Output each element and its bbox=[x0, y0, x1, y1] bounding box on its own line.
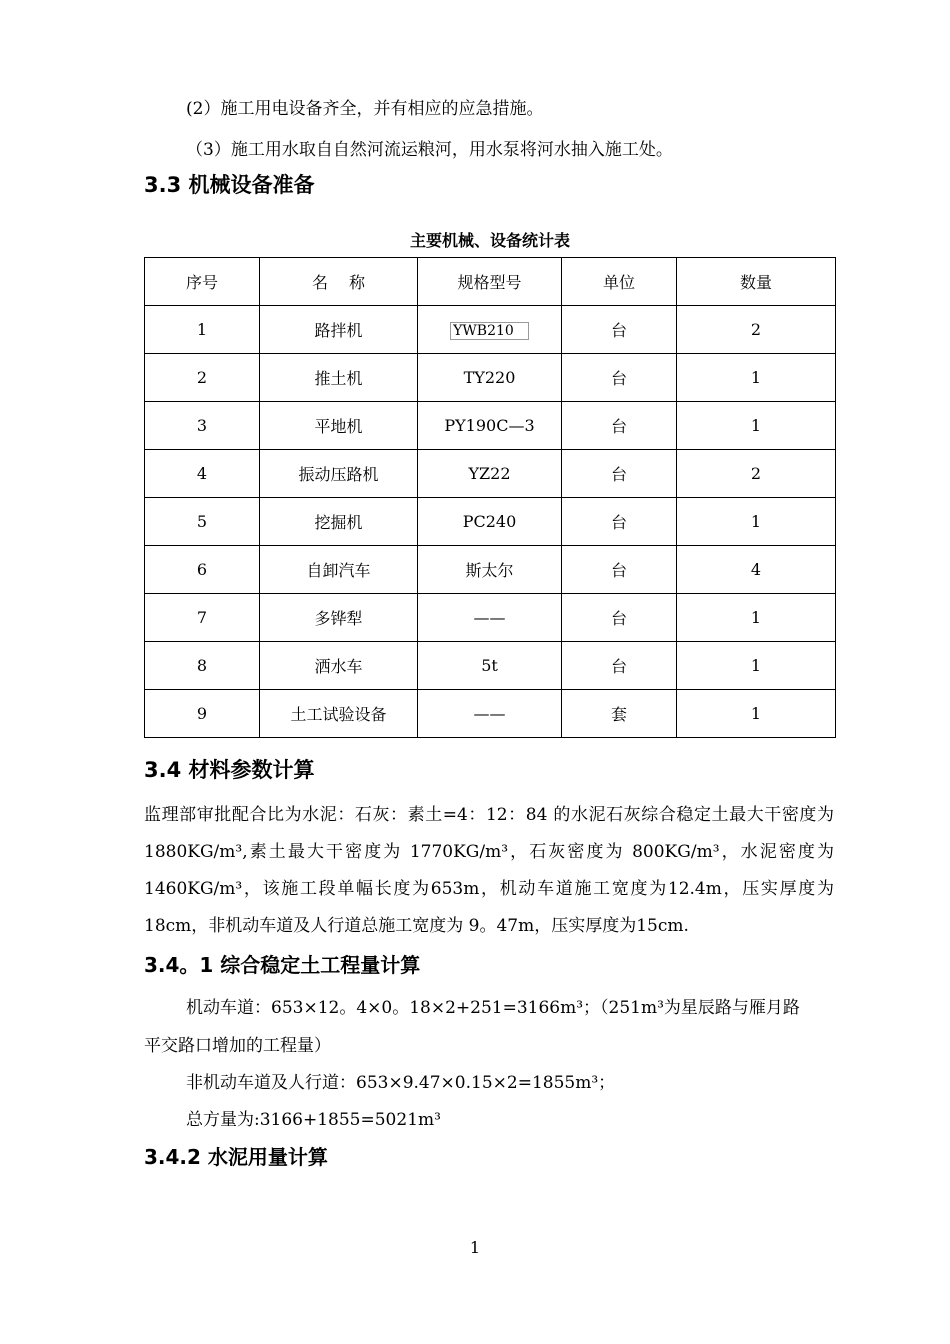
cell-model: 5t bbox=[418, 642, 562, 690]
cell-name: 挖掘机 bbox=[260, 498, 418, 546]
cell-index: 7 bbox=[145, 594, 260, 642]
header-quantity: 数量 bbox=[677, 258, 836, 306]
table-row bbox=[145, 450, 836, 498]
header-name: 名 称 bbox=[260, 258, 418, 306]
header-index: 序号 bbox=[145, 258, 260, 306]
cell-index: 9 bbox=[145, 690, 260, 738]
table-row bbox=[145, 690, 836, 738]
calc-motorway: 机动车道：653×12。4×0。18×2+251=3166m³；（251m³为星辰路与雁月路 bbox=[186, 998, 800, 1018]
calc-motorway-cont: 平交路口增加的工程量） bbox=[144, 1036, 331, 1056]
cell-model: YZ22 bbox=[418, 450, 562, 498]
section-heading-3-3: 3.3 机械设备准备 bbox=[144, 173, 315, 197]
cell-unit: 套 bbox=[562, 690, 677, 738]
cell-model: 斯太尔 bbox=[418, 546, 562, 594]
cell-name: 路拌机 bbox=[260, 306, 418, 354]
cell-name: 振动压路机 bbox=[260, 450, 418, 498]
cell-quantity: 1 bbox=[677, 402, 836, 450]
paragraph-material-params: 监理部审批配合比为水泥：石灰：素土=4：12：84 的水泥石灰综合稳定土最大干密度为 1880KG/m³,素土最大干密度为 1770KG/m³，石灰密度为 800KG/m³，水泥密度为1460KG/m³，该施工段单幅长度为653m，机动车道施工宽度为12.4m，压实厚度为18cm，非机动车道及人行道总施工宽度为 9。47m，压实厚度为15cm. bbox=[144, 805, 834, 936]
section-heading-3-4-1: 3.4。1 综合稳定土工程量计算 bbox=[144, 953, 421, 977]
header-unit: 单位 bbox=[562, 258, 677, 306]
page-number: 1 bbox=[469, 1238, 481, 1257]
model-box: YWB210 bbox=[450, 322, 529, 340]
section-heading-3-4: 3.4 材料参数计算 bbox=[144, 758, 315, 782]
cell-index: 2 bbox=[145, 354, 260, 402]
cell-quantity: 1 bbox=[677, 498, 836, 546]
cell-index: 4 bbox=[145, 450, 260, 498]
table-row bbox=[145, 498, 836, 546]
cell-quantity: 2 bbox=[677, 450, 836, 498]
cell-index: 1 bbox=[145, 306, 260, 354]
cell-index: 8 bbox=[145, 642, 260, 690]
cell-quantity: 1 bbox=[677, 690, 836, 738]
cell-quantity: 1 bbox=[677, 642, 836, 690]
cell-quantity: 1 bbox=[677, 594, 836, 642]
cell-unit: 台 bbox=[562, 306, 677, 354]
cell-name: 多铧犁 bbox=[260, 594, 418, 642]
header-model: 规格型号 bbox=[418, 258, 562, 306]
cell-model bbox=[418, 306, 562, 354]
table-row bbox=[145, 402, 836, 450]
table-row bbox=[145, 306, 836, 354]
cell-name: 洒水车 bbox=[260, 642, 418, 690]
section-heading-3-4-2: 3.4.2 水泥用量计算 bbox=[144, 1145, 328, 1169]
cell-model: —— bbox=[418, 594, 562, 642]
cell-index: 3 bbox=[145, 402, 260, 450]
cell-unit: 台 bbox=[562, 402, 677, 450]
cell-unit: 台 bbox=[562, 498, 677, 546]
table-row bbox=[145, 354, 836, 402]
calc-total: 总方量为:3166+1855=5021m³ bbox=[186, 1110, 441, 1130]
table-caption: 主要机械、设备统计表 bbox=[409, 231, 570, 250]
cell-unit: 台 bbox=[562, 594, 677, 642]
cell-unit: 台 bbox=[562, 546, 677, 594]
cell-model: PY190C—3 bbox=[418, 402, 562, 450]
cell-quantity: 4 bbox=[677, 546, 836, 594]
cell-model: TY220 bbox=[418, 354, 562, 402]
cell-name: 平地机 bbox=[260, 402, 418, 450]
table-row bbox=[145, 642, 836, 690]
cell-model: —— bbox=[418, 690, 562, 738]
table-header-row bbox=[145, 258, 836, 306]
cell-model: PC240 bbox=[418, 498, 562, 546]
cell-index: 6 bbox=[145, 546, 260, 594]
paragraph-water: （3）施工用水取自自然河流运粮河，用水泵将河水抽入施工处。 bbox=[186, 140, 673, 160]
equipment-table bbox=[144, 257, 836, 738]
cell-index: 5 bbox=[145, 498, 260, 546]
cell-name: 土工试验设备 bbox=[260, 690, 418, 738]
cell-name: 自卸汽车 bbox=[260, 546, 418, 594]
cell-unit: 台 bbox=[562, 642, 677, 690]
cell-quantity: 2 bbox=[677, 306, 836, 354]
table-row bbox=[145, 546, 836, 594]
paragraph-power: (2）施工用电设备齐全，并有相应的应急措施。 bbox=[186, 99, 544, 119]
cell-name: 推土机 bbox=[260, 354, 418, 402]
cell-unit: 台 bbox=[562, 450, 677, 498]
cell-unit: 台 bbox=[562, 354, 677, 402]
cell-quantity: 1 bbox=[677, 354, 836, 402]
table-row bbox=[145, 594, 836, 642]
calc-nonmotorway: 非机动车道及人行道：653×9.47×0.15×2=1855m³； bbox=[186, 1073, 616, 1093]
